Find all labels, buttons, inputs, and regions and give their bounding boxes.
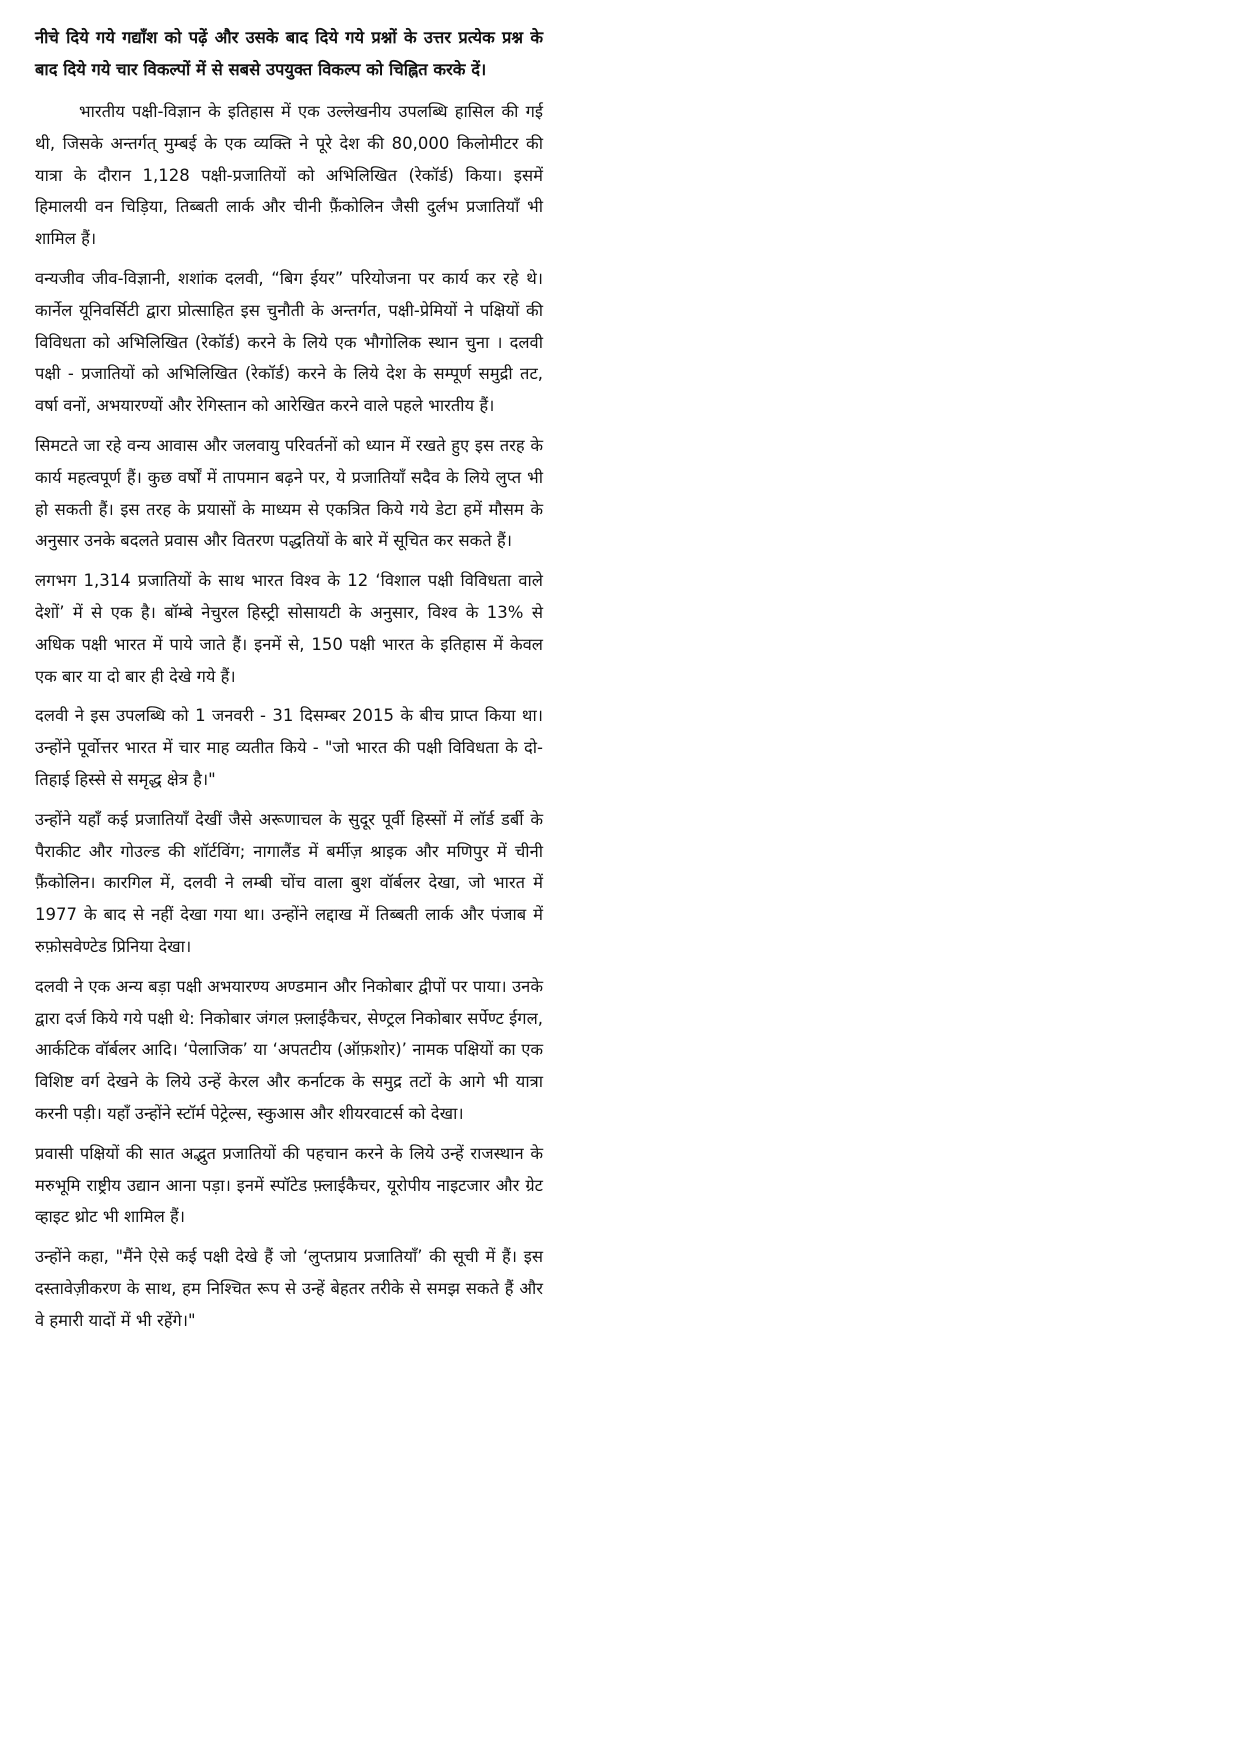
passage-paragraph-3: सिमटते जा रहे वन्य आवास और जलवायु परिवर्तनों को ध्यान में रखते हुए इस तरह के कार्य महत्वपूर्ण हैं। कुछ वर्षों में तापमान बढ़ने पर, ये प्रजातियाँ सदैव के लिये लुप्त भी हो सकती हैं। इस तरह के प्रयासों के माध्यम से एकत्रित किये गये डेटा हमें मौसम के अनुसार उनके बदलते प्रवास और वितरण पद्धतियों के बारे में सूचित कर सकते हैं। [35,435,543,551]
passage-paragraph-9: उन्होंने कहा, "मैंने ऐसे कई पक्षी देखे हैं जो ‘लुप्तप्राय प्रजातियाँ’ की सूची में हैं। इस दस्तावेज़ीकरण के साथ, हम निश्चित रूप से उन्हें बेहतर तरीके से समझ सकते हैं और वे हमारी यादों में भी रहेंगे।" [35,1247,543,1330]
passage-paragraph-7: दलवी ने एक अन्य बड़ा पक्षी अभयारण्य अण्डमान और निकोबार द्वीपों पर पाया। उनके द्वारा दर्ज किये गये पक्षी थे: निकोबार जंगल फ़्लाईकैचर, सेण्ट्रल निकोबार सर्पेण्ट ईगल, आर्कटिक वॉर्बलर आदि। ‘पेलाजिक’ या ‘अपतटीय (ऑफ़शोर)’ नामक पक्षियों का एक विशिष्ट वर्ग देखने के लिये उन्हें केरल और कर्नाटक के समुद्र तटों के आगे भी यात्रा करनी पड़ी। यहाँ उन्होंने स्टॉर्म पेट्रेल्स, स्कुआस और शीयरवाटर्स को देखा। [35,976,543,1123]
passage-paragraph-4: लगभग 1,314 प्रजातियों के साथ भारत विश्व के 12 ‘विशाल पक्षी विविधता वाले देशों’ में से एक है। बॉम्बे नेचुरल हिस्ट्री सोसायटी के अनुसार, विश्व के 13% से अधिक पक्षी भारत में पाये जाते हैं। इनमें से, 150 पक्षी भारत के इतिहास में केवल एक बार या दो बार ही देखे गये हैं। [35,571,543,686]
passage-paragraph-6: उन्होंने यहाँ कई प्रजातियाँ देखीं जैसे अरूणाचल के सुदूर पूर्वी हिस्सों में लॉर्ड डर्बी के पैराकीट और गोउल्ड की शॉर्टविंग; नागालैंड में बर्मीज़ श्राइक और मणिपुर में चीनी फ़ैंकोलिन। कारगिल में, दलवी ने लम्बी चोंच वाला बुश वॉर्बलर देखा, जो भारत में 1977 के बाद से नहीं देखा गया था। उन्होंने लद्दाख में तिब्बती लार्क और पंजाब में रुफ़ोसवेण्टेड प्रिनिया देखा। [35,809,543,956]
instruction-text: नीचे दिये गये गद्यॉंश को पढ़ें और उसके बाद दिये गये प्रश्नों के उत्तर प्रत्येक प्रश्न के बाद दिये गये चार विकल्पों में से सबसे उपयुक्त विकल्प को चिह्नित करके दें। [35,28,543,79]
passage-paragraph-1: भारतीय पक्षी-विज्ञान के इतिहास में एक उल्लेखनीय उपलब्धि हासिल की गई थी, जिसके अन्तर्गत् मुम्बई के एक व्यक्ति ने पूरे देश की 80,000 किलोमीटर की यात्रा के दौरान 1,128 पक्षी-प्रजातियों को अभिलिखित (रेकॉर्ड) किया। इसमें हिमालयी वन चिड़िया, तिब्बती लार्क और चीनी फ़ैंकोलिन जैसी दुर्लभ प्रजातियाँ भी शामिल हैं। [35,102,543,249]
passage-container [35,22,543,1344]
passage-paragraph-5: दलवी ने इस उपलब्धि को 1 जनवरी - 31 दिसम्बर 2015 के बीच प्राप्त किया था। उन्होंने पूर्वोत्तर भारत में चार माह व्यतीत किये - "जो भारत की पक्षी विविधता के दो-तिहाई हिस्से से समृद्ध क्षेत्र है।" [35,706,543,789]
passage-paragraph-2: वन्यजीव जीव-विज्ञानी, शशांक दलवी, “बिग ईयर” परियोजना पर कार्य कर रहे थे। कार्नेल यूनिवर्सिटी द्वारा प्रोत्साहित इस चुनौती के अन्तर्गत, पक्षी-प्रेमियों ने पक्षियों की विविधता को अभिलिखित (रेकॉर्ड) करने के लिये एक भौगोलिक स्थान चुना । दलवी पक्षी - प्रजातियों को अभिलिखित (रेकॉर्ड) करने के लिये देश के सम्पूर्ण समुद्री तट, वर्षा वनों, अभयारण्यों और रेगिस्तान को आरेखित करने वाले पहले भारतीय हैं। [35,268,543,416]
passage-paragraph-8: प्रवासी पक्षियों की सात अद्भुत प्रजातियों की पहचान करने के लिये उन्हें राजस्थान के मरुभूमि राष्ट्रीय उद्यान आना पड़ा। इनमें स्पॉटेड फ़्लाईकैचर, यूरोपीय नाइटजार और ग्रेट व्हाइट थ्रोट भी शामिल हैं। [35,1143,543,1227]
